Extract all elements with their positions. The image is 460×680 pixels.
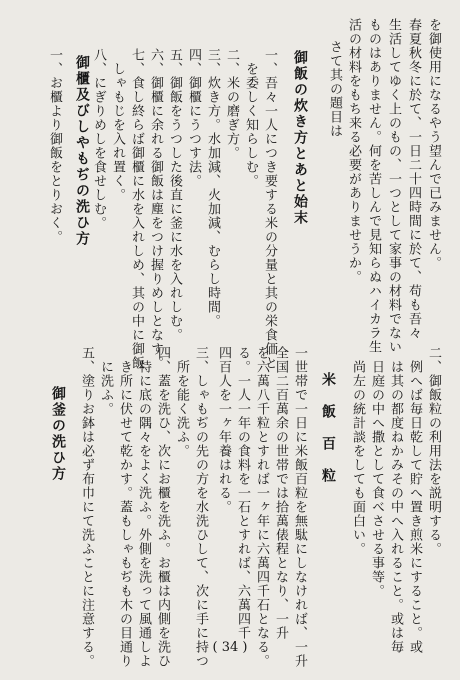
washing-item: 四、蓋を洗ひ、次にお櫃を洗ふ。お櫃は内側を洗ひ xyxy=(155,346,170,668)
intro-line: を御使用になるやう望んで已みません。 xyxy=(426,18,441,270)
washing-item: 所を能く洗ふ。 xyxy=(174,346,189,458)
continuation-line: は其の都度ねかみその中へ入れること。或は毎 xyxy=(388,346,403,654)
washing-item: に洗ふ。 xyxy=(98,346,113,416)
rice-line: る。一人一年の食料を一石とすれば、六萬四千 xyxy=(235,346,250,640)
washing-item: き所に伏せて乾かす。蓋もしゃもぢも木の目通り xyxy=(117,346,132,668)
cooking-item: 一、吾々一人につき要する米の分量と其の栄食価と xyxy=(262,48,277,370)
continuation-line: 尚左の統計談をしても面白い。 xyxy=(350,346,365,556)
washing-item: 五、塗りお鉢は必ず布巾にて洗ふことに注意する。 xyxy=(79,346,94,668)
intro-line: ものはありません。何を苦しんで見知らぬハイカラ生 xyxy=(366,18,381,354)
rice-line: 一世帯で一日に米飯百粒を無駄にしなければ、一升 xyxy=(292,346,307,668)
rice-line: 四百人を一ヶ年養はれる。 xyxy=(216,346,231,514)
cooking-item: 八、にぎりめしを食せしむ。 xyxy=(91,48,106,230)
intro-line: さて其の題目は xyxy=(327,40,342,138)
section-heading-washing: 御櫃及びしやもぢの洗ひ方 xyxy=(74,55,90,247)
cooking-item: 六、御櫃に余れる御飯は塵をつけ握りめしとなす。 xyxy=(148,48,163,370)
cooking-item: 五、御飯をうつした後直に釜に水を入れしむ。 xyxy=(167,48,182,342)
cooking-item: 七、食し終らば御櫃に水を入れしめ、其の中に御飯 xyxy=(129,48,144,370)
section-heading-rice: 米 飯 百 粒 xyxy=(320,372,336,484)
cooking-item: 二、米の磨ぎ方。 xyxy=(224,48,239,160)
continuation-line: 日庭の中へ撒として食べさせる事等。 xyxy=(369,346,384,598)
section-heading-kama: 御釜の洗ひ方 xyxy=(50,386,66,482)
cooking-item: しゃもじを入れ置く。 xyxy=(110,48,125,202)
intro-line: 春夏秋冬に於て、一日二十四時間に於て、苟も吾々 xyxy=(406,18,421,340)
rice-line: を六萬八千粒とすれば一ヶ年に六萬四千石となる。 xyxy=(254,346,269,668)
section-heading-cooking: 御飯の炊き方とあと始末 xyxy=(292,50,308,226)
washing-item: 一、お櫃より御飯をとりおく。 xyxy=(47,48,62,244)
cooking-item: 三、炊き方。水加減、火加減、むらし時間。 xyxy=(205,48,220,328)
washing-item: 特に底の隅々をよく洗ふ。外側を洗って風通しよ xyxy=(136,346,151,668)
cooking-item: を委しく知らしむ。 xyxy=(243,48,258,188)
intro-line: 生活してゆく上のもの、一つとして家事の材料でない xyxy=(386,18,401,354)
cooking-item: 四、御櫃にうつす法。 xyxy=(186,48,201,188)
continuation-line: 二、御飯粒の利用法を説明する。 xyxy=(426,346,441,556)
washing-item: 三、しゃもぢの先の方を水洗ひして、次に手に持つ xyxy=(193,346,208,668)
rice-line: 全国二百萬余の世帯では拾萬俵程となり、一升 xyxy=(273,346,288,640)
continuation-line: 例へば毎日乾して貯へ置き煎米にすること。或 xyxy=(407,346,422,654)
page-number: ( 34 ) xyxy=(212,640,248,655)
intro-line: 活の材料をもち来る必要がありませうか。 xyxy=(346,18,361,284)
